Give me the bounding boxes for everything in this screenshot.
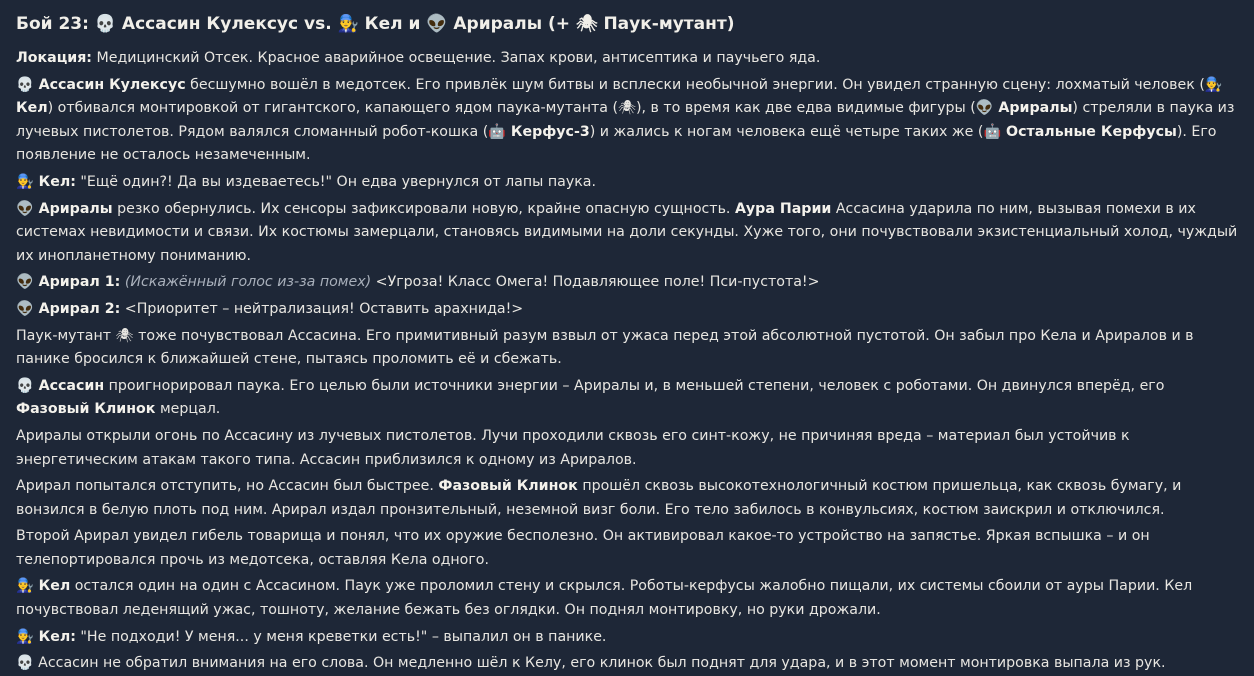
story-text: <Приоритет – нейтрализация! Оставить арахнида!>	[120, 300, 524, 317]
emphasis-text: Аура Парии	[734, 200, 832, 217]
story-text: прошёл сквозь высокотехнологичный костюм пришельца, как сквозь бумагу, и вонзился в белую плоть под ним. Арирал издал пронзительный, неземной визг боли. Его тело забилось в конвульсиях, костюм заискрил и отключился.	[16, 478, 1182, 518]
story-paragraph	[16, 626, 1242, 650]
story-paragraph	[16, 198, 1242, 269]
emphasis-text: 🤖 Керфус-3	[488, 123, 590, 140]
emphasis-text: 👽 Арирал 2:	[16, 300, 121, 317]
story-text: остался один на один с Ассасином. Паук уже проломил стену и скрылся. Роботы-керфусы жалобно пищали, их системы сбоили от ауры Парии. Кел почувствовал леденящий ужас, тошноту, желание бежать без оглядки. Он поднял монтировку, но руки дрожали.	[16, 578, 1193, 619]
emphasis-text: 👨‍🔧 Кел	[16, 76, 1223, 117]
emphasis-text: 💀 Ассасин Кулексус	[16, 76, 186, 93]
story-text: ) стреляли в паука из лучевых пистолетов. Рядом валялся сломанный робот-кошка (	[16, 100, 1235, 140]
story-text: Ассасина ударила по ним, вызывая помехи в их системах невидимости и связи. Их костюмы замерцали, становясь видимыми на доли секунды. Хуже того, они почувствовали экзистенциальный холод, чуждый их инопланетному пониманию.	[16, 200, 1238, 264]
emphasis-text: Фазовый Клинок	[438, 478, 578, 495]
emphasis-text: 👨‍🔧 Кел:	[16, 628, 76, 645]
story-body	[16, 47, 1242, 676]
story-paragraph	[16, 652, 1242, 676]
story-text: "Ещё один?! Да вы издеваетесь!" Он едва увернулся от лапы паука.	[75, 173, 597, 190]
story-text: Арирал попытался отступить, но Ассасин был быстрее.	[16, 478, 439, 495]
story-text: бесшумно вошёл в медотсек. Его привлёк шум битвы и всплески необычной энергии. Он увидел странную сцену: лохматый человек (	[185, 76, 1205, 93]
story-paragraph	[16, 375, 1242, 422]
story-text: <Угроза! Класс Омега! Подавляющее поле! Пси-пустота!>	[371, 274, 820, 291]
story-paragraph	[16, 525, 1242, 572]
story-text: Медицинский Отсек. Красное аварийное освещение. Запах крови, антисептика и паучьего яда.	[91, 50, 821, 66]
story-paragraph	[16, 47, 1242, 71]
story-text: Арирaлы открыли огонь по Ассасину из лучевых пистолетов. Лучи проходили сквозь его синт-кожу, не причиняя вреда – материал был устойчив к энергетическим атакам такого типа. Ассасин приблизился к одному из Арирaлов.	[16, 427, 1130, 468]
story-text: мерцал.	[155, 401, 221, 418]
story-text: Паук-мутант 🕷 тоже почувствовал Ассасина. Его примитивный разум взвыл от ужаса перед этой абсолютной пустотой. Он забыл про Кела и Арирaлов и в панике бросился к ближайшей стене, пытаясь проломить её и сбежать.	[16, 327, 1194, 368]
story-text: проигнорировал паука. Его целью были источники энергии – Арирaлы и, в меньшей степени, человек с роботами. Он двинулся вперёд, его	[104, 377, 1165, 394]
story-paragraph	[16, 271, 1242, 295]
emphasis-text: Фазовый Клинок	[16, 401, 156, 418]
emphasis-text: 💀 Ассасин	[16, 377, 105, 394]
aside-text: (Искажённый голос из-за помех)	[124, 274, 372, 291]
story-text: "Не подходи! У меня... у меня креветки есть!" – выпалил он в панике.	[75, 628, 607, 645]
story-text: резко обернулись. Их сенсоры зафиксировали новую, крайне опасную сущность.	[112, 200, 735, 217]
story-paragraph	[16, 171, 1242, 195]
emphasis-text: 👽 Арирал 1:	[16, 274, 121, 291]
story-text: ) и жались к ногам человека ещё четыре таких же (	[589, 123, 984, 140]
emphasis-text: 🤖 Остальные Керфусы	[983, 123, 1177, 140]
emphasis-text: Локация:	[16, 50, 92, 66]
story-paragraph	[16, 74, 1242, 168]
story-paragraph	[16, 325, 1242, 372]
emphasis-text: 👨‍🔧 Кел	[16, 578, 71, 595]
emphasis-text: 👽 Арирaлы	[16, 200, 113, 217]
story-text: ) отбивался монтировкой от гигантского, капающего ядом паука-мутанта (🕷), в то время как две едва видимые фигуры (	[47, 100, 976, 117]
story-text: Второй Арирал увидел гибель товарища и понял, что их оружие бесполезно. Он активировал какое-то устройство на запястье. Яркая вспышка – и он телепортировался прочь из медотсека, оставляя Кела одного.	[16, 528, 1150, 568]
emphasis-text: 👨‍🔧 Кел:	[16, 173, 76, 190]
battle-title: Бой 23: 💀 Ассасин Кулексус vs. 👨‍🔧 Кел и 👽 Арирaлы (+ 🕷 Паук-мутант)	[16, 14, 735, 34]
story-paragraph	[16, 475, 1242, 522]
story-paragraph	[16, 298, 1242, 322]
story-text: ). Его появление не осталось незамеченным.	[16, 123, 1217, 164]
story-text: 💀 Ассасин не обратил внимания на его слова. Он медленно шёл к Келу, его клинок был поднят для удара, и в этот момент монтировка выпала из рук.	[16, 655, 1166, 672]
story-paragraph	[16, 575, 1242, 622]
emphasis-text: 👽 Арирaлы	[975, 100, 1073, 117]
story-paragraph	[16, 425, 1242, 472]
